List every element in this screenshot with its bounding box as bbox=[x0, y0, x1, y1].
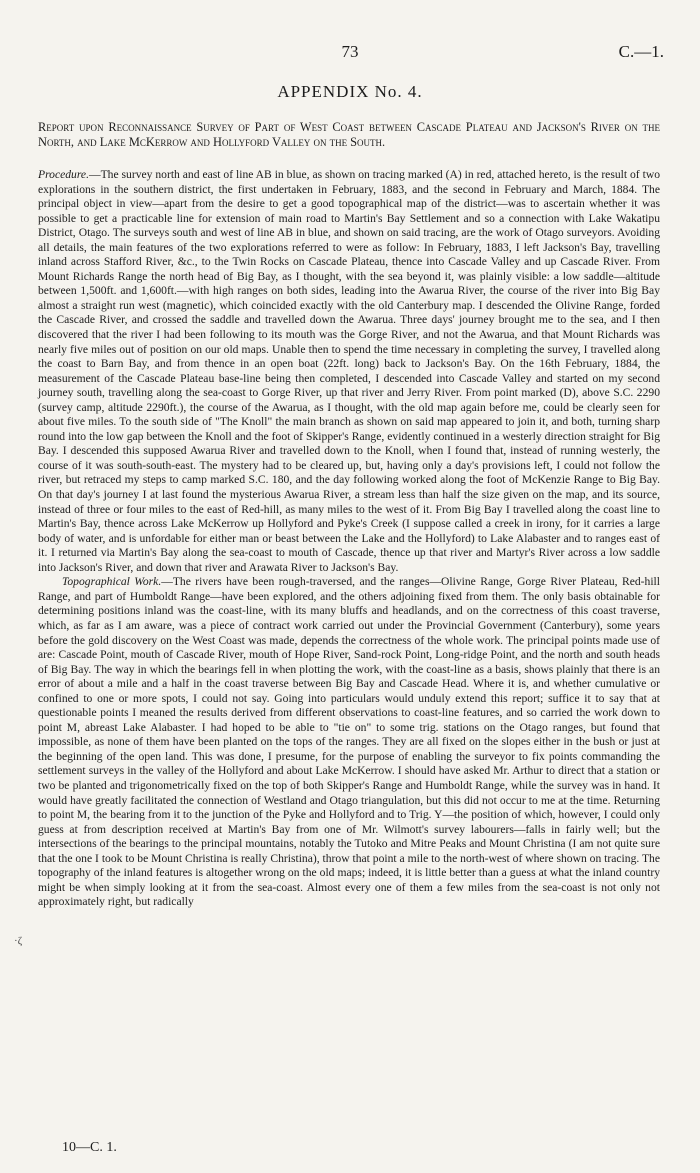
report-heading: Report upon Reconnaissance Survey of Part of West Coast between Cascade Plateau and Jackson's River on the North, and Lake McKerrow and Hollyford Valley on the South. bbox=[38, 120, 660, 149]
footer-signature: 10—C. 1. bbox=[62, 1140, 117, 1155]
paragraph-text: —The rivers have been rough-traversed, and the ranges—Olivine Range, Gorge River Plateau, Red-hill Range, and part of Humboldt Range—have been explored, and the others adjoining fixed from them. The only basis obtainable for determining positions inland was the coast-line, with its many bluffs and headlands, and on the correctness of this coast traverse, which, as far as I am aware, was a piece of contract work carried out under the Provincial Government (Canterbury), some years before the gold discovery on the West Coast was made, depends the correctness of the whole work. The principal points made use of are: Cascade Point, mouth of Cascade River, mouth of Hope River, Sand-rock Point, Long-ridge Point, and the north and south heads of Big Bay. The way in which the bearings fell in when plotting the work, with the coast-line as a basis, shows plainly that there is an error of about a mile and a half in the coast traverse between Big Bay and Cascade Head. Where it is, and whether cumulative or confined to one or more spots, I could not say. Going into particulars would unduly extend this report; suffice it to say that at questionable points I meaned the results derived from different observations to coast-line features, and so carried the work down to point M, abreast Lake Alabaster. I had hoped to be able to "tie on" to some trig. stations on the Otago ranges, but found that impossible, as none of them have been planted on the tops of the ranges. They are all fixed on the slopes either in the bush or just at the beginning of the open land. This was done, I presume, for the purpose of enabling the surveyor to fix points commanding the settlement surveys in the valley of the Hollyford and about Lake McKerrow. I should have asked Mr. Arthur to direct that a station or two be planted and trigonometrically fixed on the top of both Skipper's Range and Humboldt Range, while the survey was in hand. It would have greatly facilitated the connection of Westland and Otago triangulation, but this did not occur to me at the time. Returning to point M, the bearing from it to the junction of the Pyke and Hollyford and to Trig. Y—the position of which, however, I could only guess at from description received at Martin's Bay from one of Mr. Wilmott's survey labourers—falls in fairly well; but the intersections of the bearings to the principal mountains, notably the Tutoko and Mitre Peaks and Mount Christina (I am not quite sure that the one I took to be Mount Christina is really Christina), throw that point a mile to the north-west of where shown on tracing. The topography of the inland features is altogether wrong on the old maps; indeed, it is little better than a guess at what the inland country might be when simply looking at it from the sea-coast. Almost every one of them a few miles from the sea-coast is not only not approximately right, but radically bbox=[38, 575, 661, 909]
series-code: C.—1. bbox=[618, 42, 664, 61]
paragraph-lead: Topographical Work. bbox=[62, 575, 162, 589]
body-text bbox=[38, 168, 660, 910]
appendix-title: APPENDIX No. 4. bbox=[277, 82, 423, 101]
paragraph-lead: Procedure. bbox=[38, 168, 89, 181]
paragraph-procedure bbox=[38, 168, 660, 575]
paragraph-text: —The survey north and east of line AB in blue, as shown on tracing marked (A) in red, attached hereto, is the result of two explorations in the southern district, the first undertaken in February, 1883, and the second in February and March, 1884. The principal object in view—apart from the desire to get a good topographical map of the district—was to ascertain whether it was possible to get a practicable line for extension of main road to Martin's Bay Settlement and so a connection with Lake Wakatipu District, Otago. The surveys south and west of line AB in blue, and shown on said tracing, are the work of Otago surveyors. Avoiding all details, the main features of the two explorations referred to were as follow: In February, 1883, I left Jackson's Bay, travelling inland across Stafford River, &c., to the Twin Rocks on Cascade Plateau, thence into Cascade Valley and up Cascade River. From Mount Richards Range the north head of Big Bay, as I thought, with the sea beyond it, was plainly visible: a low saddle—altitude between 1,500ft. and 1,600ft.—with high ranges on both sides, leading into the Awarua River, the course of the river into Big Bay almost a straight run west (magnetic), which coincided exactly with the old Canterbury map. I descended the Olivine Range, forded the Cascade River, and crossed the saddle and travelled down the Awarua. Three days' journey brought me to the sea, and I then discovered that the river I had been following to its mouth was the Gorge River, and not the Awarua, and that Mount Richards was nearly five miles out of position on our old maps. Unable then to spend the time necessary in completing the survey, I travelled along the coast to Barn Bay, and from thence in an open boat (22ft. long) back to Jackson's Bay. On the 16th February, 1884, the measurement of the Cascade Plateau base-line being then completed, I descended into Cascade Valley and started on my second journey south, travelling along the sea-coast to Gorge River, up that river and Jerry River. From point marked (D), above S.C. 2290 (survey camp, altitude 2290ft.), the course of the Awarua, as I thought, with the old map again before me, could be clearly seen for about five miles. To the south side of "The Knoll" the main branch as shown on said map appeared to join it, and both, turning sharp round into the low gap between the Knoll and the foot of Skipper's Range, evidently continued in a westerly direction straight for Big Bay. I descended this supposed Awarua River and travelled down to the Knoll, when I found that, instead of running westerly, the course of it was south-south-east. The mystery had to be cleared up, but, having only a day's provisions left, I could not follow the river, but retraced my steps to camp marked S.C. 180, and the day following worked along the foot of McKenzie Range to Big Bay. On that day's journey I at last found the mysterious Awarua River, a stream less than half the size given on the map, and its source, instead of three or four miles to the east of Red-hill, as many miles to the west of it. From Big Bay I travelled along the coast line to Martin's Bay, thence across Lake McKerrow up Hollyford and Pyke's Creek (I suppose called a creek in irony, for it carries a large body of water, and is unfordable for either man or beast between the Lake and the Hollyford) to Lake Alabaster and to ranges east of it. I returned via Martin's Bay along the sea-coast to mouth of Cascade, thence up that river and Martyr's River across a low saddle into Jackson's River, and down that river and Arawata River to Jackson's Bay. bbox=[38, 168, 660, 574]
page-number: 73 bbox=[341, 42, 359, 61]
margin-mark: ·ζ bbox=[14, 935, 23, 947]
paragraph-topographical-work bbox=[38, 575, 660, 910]
